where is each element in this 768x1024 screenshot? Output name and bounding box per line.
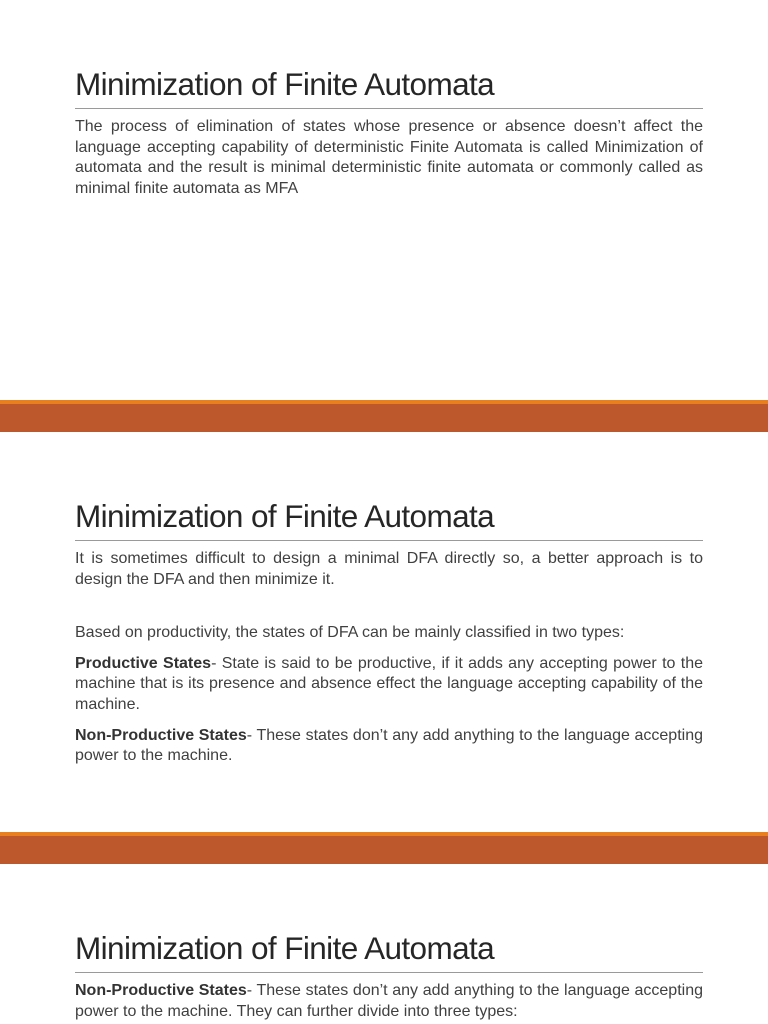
non-productive-states-text: - These states don’t any add anything to the language accepting power to the machine.: [75, 726, 704, 765]
slide-2: [0, 432, 768, 832]
non-productive-states-paragraph: [75, 981, 703, 1022]
slide-3: [0, 864, 768, 1024]
title-divider: [75, 972, 703, 973]
slide-title: Minimization of Finite Automata: [75, 930, 495, 966]
title-divider: [75, 108, 703, 109]
non-productive-states-term: Non-Productive States: [75, 726, 247, 744]
intro-paragraph: It is sometimes difficult to design a minimal DFA directly so, a better approach is to design the DFA and then minimize it.: [75, 550, 703, 588]
slide-title: Minimization of Finite Automata: [75, 498, 495, 534]
productive-states-paragraph: [75, 654, 703, 716]
non-productive-states-text: - These states don’t any add anything to the language accepting power to the machine. They can further divide into three types:: [75, 982, 704, 1020]
classification-paragraph: Based on productivity, the states of DFA can be mainly classified in two types:: [75, 624, 625, 642]
non-productive-states-term: Non-Productive States: [75, 982, 247, 999]
slide-body: [75, 549, 703, 767]
definition-paragraph: The process of elimination of states whose presence or absence doesn’t affect the language accepting capability of deterministic Finite Automata is called Minimization of automata and the result is minimal deterministic finite automata or commonly called as minimal finite automata as MFA: [75, 118, 703, 197]
slide-body: [75, 981, 703, 1022]
slide-separator: [0, 400, 768, 432]
slide-1: [0, 0, 768, 400]
productive-states-term: Productive States: [75, 654, 212, 672]
title-divider: [75, 540, 703, 541]
slide-title: Minimization of Finite Automata: [75, 66, 495, 102]
productive-states-text: - State is said to be productive, if it adds any accepting power to the machine that is its presence and absence effect the language accepting capability of the machine.: [75, 654, 704, 713]
slide-body: [75, 117, 703, 199]
slide-separator: [0, 832, 768, 864]
non-productive-states-paragraph: [75, 726, 703, 767]
